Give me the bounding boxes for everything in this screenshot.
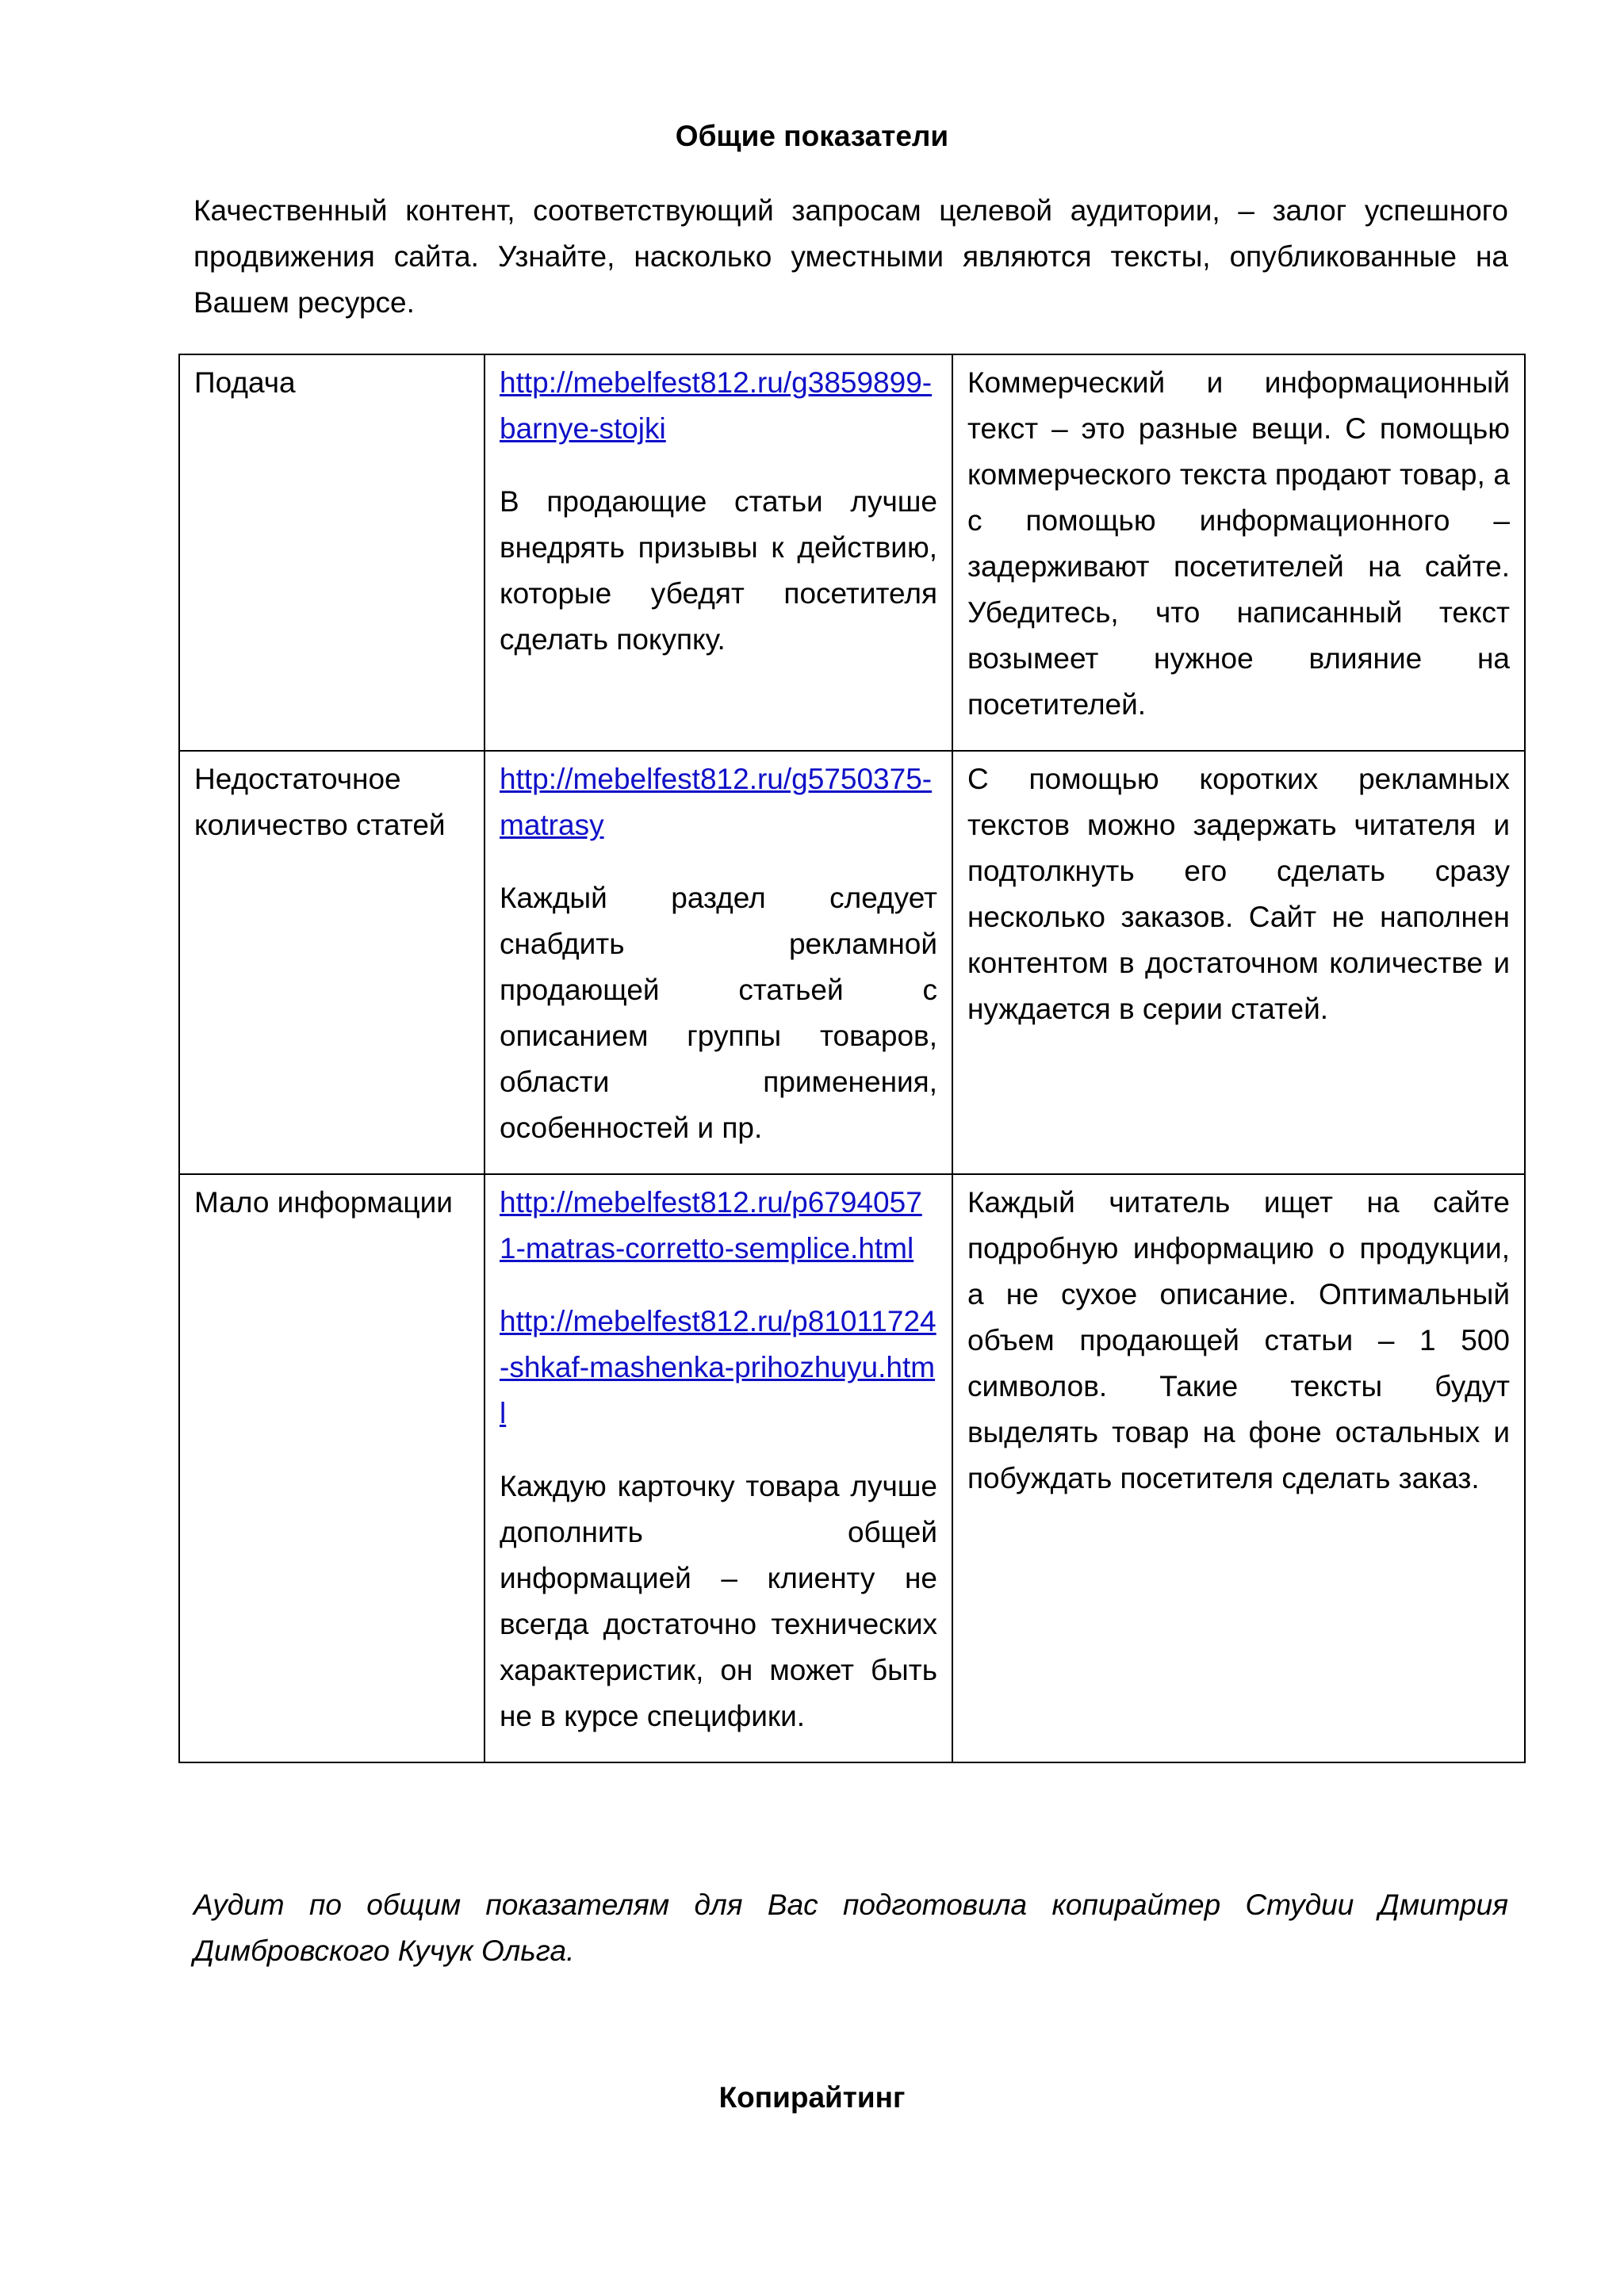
table-row bbox=[179, 1174, 1525, 1762]
intro-paragraph: Качественный контент, соответствующий запросам целевой аудитории, – залог успешного продвижения сайта. Узнайте, насколько уместными являются тексты, опубликованные на Вашем ресурсе. bbox=[193, 194, 1508, 319]
example-link[interactable]: http://mebelfest812.ru/g5750375-matrasy bbox=[500, 763, 933, 841]
example-link[interactable]: http://mebelfest812.ru/p81011724-shkaf-mashenka-prihozhuyu.html bbox=[500, 1305, 936, 1429]
examples-cell bbox=[485, 751, 952, 1174]
advice-text: Каждую карточку товара лучше дополнить общей информацией – клиенту не всегда достаточно технических характеристик, он может быть не в курсе специфики. bbox=[500, 1470, 937, 1732]
example-link[interactable]: http://mebelfest812.ru/g3859899-barnye-stojki bbox=[500, 366, 933, 445]
page-title: Общие показатели bbox=[675, 120, 949, 152]
audit-signature: Аудит по общим показателям для Вас подготовила копирайтер Студии Дмитрия Димбровского Кучук Ольга. bbox=[193, 1888, 1508, 1967]
row-label: Недостаточное количество статей bbox=[179, 751, 485, 1174]
section-heading: Копирайтинг bbox=[718, 2081, 906, 2114]
table-row bbox=[179, 751, 1525, 1174]
examples-cell bbox=[485, 354, 952, 751]
example-link[interactable]: http://mebelfest812.ru/p67940571-matras-corretto-semplice.html bbox=[500, 1186, 922, 1265]
explanation-cell: Коммерческий и информационный текст – это разные вещи. С помощью коммерческого текста продают товар, а с помощью информационного – задерживают посетителей на сайте. Убедитесь, что написанный текст возымеет нужное влияние на посетителей. bbox=[952, 354, 1525, 751]
explanation-cell: Каждый читатель ищет на сайте подробную информацию о продукции, а не сухое описание. Оптимальный объем продающей статьи – 1 500 символов. Такие тексты будут выделять товар на фоне остальных и побуждать посетителя сделать заказ. bbox=[952, 1174, 1525, 1762]
explanation-cell: С помощью коротких рекламных текстов можно задержать читателя и подтолкнуть его сделать сразу несколько заказов. Сайт не наполнен контентом в достаточном количестве и нуждается в серии статей. bbox=[952, 751, 1525, 1174]
row-label: Подача bbox=[179, 354, 485, 751]
audit-table bbox=[178, 354, 1526, 1763]
examples-cell bbox=[485, 1174, 952, 1762]
row-label: Мало информации bbox=[179, 1174, 485, 1762]
advice-text: В продающие статьи лучше внедрять призывы к действию, которые убедят посетителя сделать покупку. bbox=[500, 485, 937, 656]
table-row bbox=[179, 354, 1525, 751]
advice-text: Каждый раздел следует снабдить рекламной продающей статьей с описанием группы товаров, области применения, особенностей и пр. bbox=[500, 882, 937, 1144]
